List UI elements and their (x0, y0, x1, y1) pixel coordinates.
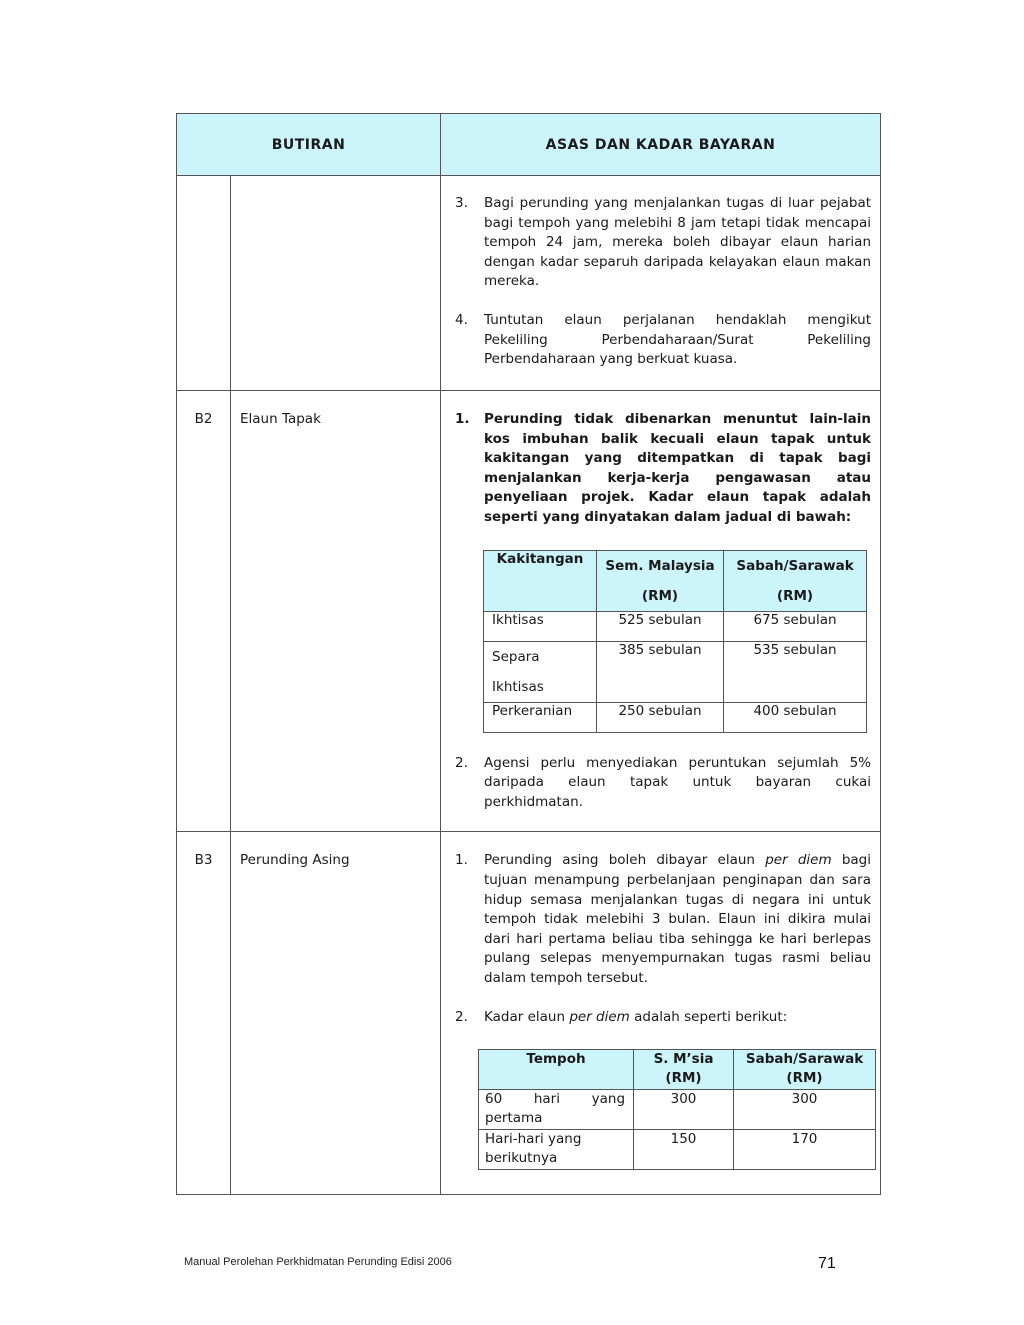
item-text-italic: per diem (569, 1008, 630, 1025)
sub-header-sabah-sarawak (734, 1050, 876, 1090)
table-row (484, 611, 867, 641)
cell-kakitangan (484, 641, 597, 702)
cell-sabah-sarawak: 400 sebulan (724, 702, 867, 732)
name-cell-empty (231, 176, 441, 391)
page-number: 71 (818, 1255, 836, 1272)
cell-kakitangan: Perkeranian (484, 702, 597, 732)
list-item (453, 410, 871, 528)
table-row (484, 641, 867, 702)
header-butiran: BUTIRAN (177, 114, 441, 176)
item-text: bagi tujuan menampung perbelanjaan penginapan dan sara hidup semasa menjalankan tugas di negara ini untuk tempoh tidak melebihi 3 bulan. Elaun ini dikira mulai dari hari pertama beliau tiba sehingga ke hari berlepas pulang selepas menyempurnakan tugas rasmi beliau dalam tempoh tersebut. (484, 852, 872, 986)
cell-sabah-sarawak: 170 (734, 1130, 876, 1170)
item-number: 1. (455, 852, 468, 869)
sub-header-row (484, 550, 867, 611)
item-number: 4. (455, 311, 468, 328)
sub-header-tempoh: Tempoh (479, 1050, 634, 1090)
sub-header-sabah-sarawak (724, 550, 867, 611)
desc-cell (441, 176, 881, 391)
item-number: 2. (455, 1008, 468, 1025)
cell-sabah-sarawak: 535 sebulan (724, 641, 867, 702)
item-text: Tuntutan elaun perjalanan hendaklah mengikut Pekeliling Perbendaharaan/Surat Pekeliling Perbendaharaan yang berkuat kuasa. (484, 311, 872, 368)
cell-sabah-sarawak: 675 sebulan (724, 611, 867, 641)
list-item (453, 311, 871, 370)
cell-kakitangan: Ikhtisas (484, 611, 597, 641)
list-item (453, 851, 871, 988)
table-row-b3 (177, 832, 881, 1195)
sub-header-kakitangan: Kakitangan (484, 550, 597, 611)
item-text: adalah seperti berikut: (629, 1008, 788, 1025)
item-text-italic: per diem (765, 852, 832, 869)
list-item (453, 194, 871, 292)
desc-cell (441, 832, 881, 1195)
item-text: Agensi perlu menyediakan peruntukan sejumlah 5% daripada elaun tapak untuk bayaran cukai perkhidmatan. (484, 754, 872, 810)
table-header-row (177, 114, 881, 176)
table-row (479, 1090, 876, 1130)
cell-s-msia: 300 (634, 1090, 734, 1130)
sub-header-unit: (RM) (665, 1070, 702, 1087)
table-row-b2 (177, 391, 881, 832)
sub-header-row (479, 1050, 876, 1090)
item-list (453, 754, 871, 813)
item-list (453, 410, 871, 528)
desc-cell (441, 391, 881, 832)
sub-header-unit: (RM) (641, 587, 679, 604)
cell-text: Separa (492, 648, 540, 665)
sub-header-unit: (RM) (776, 587, 814, 604)
per-diem-table (478, 1049, 876, 1170)
table-row-continued (177, 176, 881, 391)
sub-header-text: S. M’sia (653, 1051, 714, 1068)
table-row (479, 1130, 876, 1170)
cell-sem-malaysia: 385 sebulan (597, 641, 724, 702)
item-text: Kadar elaun (484, 1008, 570, 1025)
cell-sabah-sarawak: 300 (734, 1090, 876, 1130)
list-item (453, 754, 871, 813)
cell-tempoh: 60 hari yang pertama (479, 1090, 634, 1130)
table-row (484, 702, 867, 732)
item-number: 3. (455, 195, 468, 211)
row-name: Perunding Asing (231, 832, 441, 1195)
cell-tempoh: Hari-hari yang berikutnya (479, 1130, 634, 1170)
row-code: B2 (177, 391, 231, 832)
item-number: 1. (455, 411, 470, 427)
item-list (453, 851, 871, 1027)
item-text: Perunding tidak dibenarkan menuntut lain-lain kos imbuhan balik kecuali elaun tapak untuk kakitangan yang ditempatkan di tapak bagi menjalankan kerja-kerja pengawasan atau penyeliaan projek. Kadar elaun tapak adalah seperti yang dinyatakan dalam jadual di bawah: (484, 411, 872, 525)
cell-sem-malaysia: 250 sebulan (597, 702, 724, 732)
sub-header-text: Sem. Malaysia (605, 557, 715, 574)
header-asas-kadar: ASAS DAN KADAR BAYARAN (441, 114, 881, 176)
item-list (453, 194, 871, 370)
sub-header-s-msia (634, 1050, 734, 1090)
sub-header-text: Sabah/Sarawak (745, 1051, 864, 1068)
row-code: B3 (177, 832, 231, 1195)
site-allowance-table (483, 550, 867, 733)
item-text: Bagi perunding yang menjalankan tugas di luar pejabat bagi tempoh yang melebihi 8 jam tetapi tidak mencapai tempoh 24 jam, mereka boleh dibayar elaun harian dengan kadar separuh daripada kelayakan elaun makan mereka. (484, 195, 872, 290)
cell-text: Ikhtisas (492, 678, 544, 695)
sub-header-unit: (RM) (786, 1070, 823, 1087)
item-text: Perunding asing boleh dibayar elaun (484, 852, 766, 869)
row-name: Elaun Tapak (231, 391, 441, 832)
list-item (453, 1008, 871, 1028)
allowance-table (176, 113, 881, 1195)
code-cell-empty (177, 176, 231, 391)
sub-header-sem-malaysia (597, 550, 724, 611)
footer-text: Manual Perolehan Perkhidmatan Perunding Edisi 2006 (184, 1256, 452, 1268)
cell-s-msia: 150 (634, 1130, 734, 1170)
sub-header-text: Sabah/Sarawak (736, 557, 854, 574)
item-number: 2. (455, 754, 468, 771)
cell-sem-malaysia: 525 sebulan (597, 611, 724, 641)
